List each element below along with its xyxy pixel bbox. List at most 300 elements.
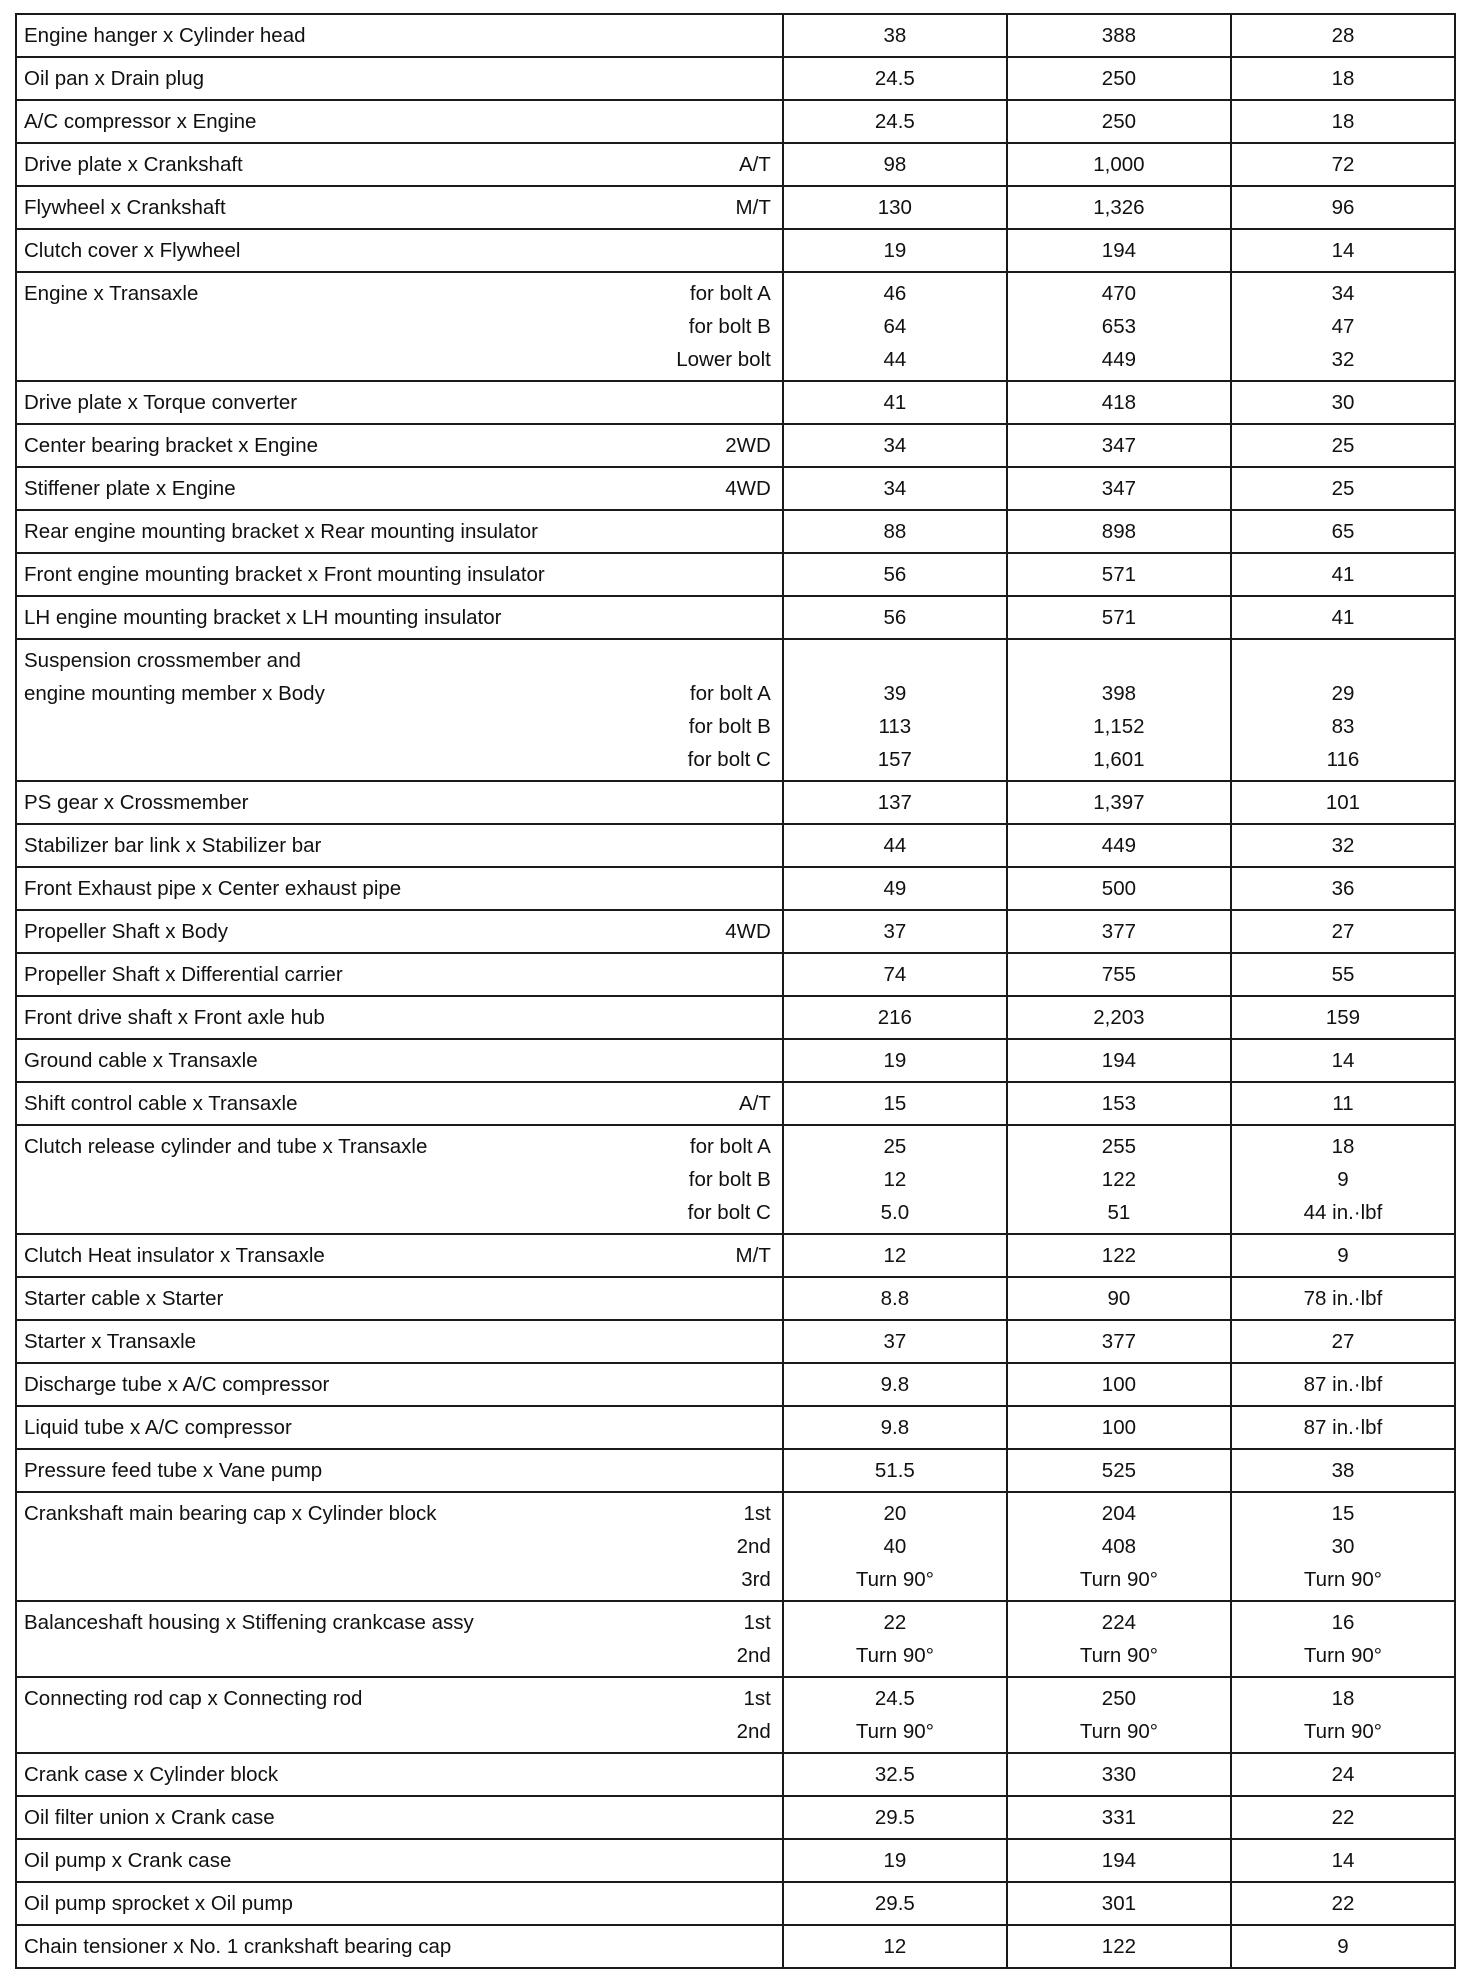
torque-kgfcm-cell [1007,1677,1231,1753]
torque-nm-value: 137 [877,791,912,814]
torque-nm-cell [783,186,1007,229]
torque-ftlbf-value: 30 [1331,1535,1355,1558]
torque-nm-value: 9.8 [880,1416,910,1439]
part-label [17,1368,764,1401]
torque-kgfcm-value: 500 [1101,877,1137,900]
torque-kgfcm-value: 525 [1101,1459,1137,1482]
table-row [16,910,1455,953]
part-label-line: Crank case x Cylinder block [24,1763,279,1786]
torque-kgfcm-value: 90 [1107,1287,1131,1310]
part-label-line: Chain tensioner x No. 1 crankshaft bearing cap [24,1935,452,1958]
part-label-line: Shift control cable x Transaxle [24,1092,298,1115]
torque-ftlbf-cell [1231,381,1455,424]
torque-ftlbf-cell [1231,424,1455,467]
torque-kgfcm-value: Turn 90° [1079,1568,1158,1591]
torque-nm-cell [783,1449,1007,1492]
condition-note-line: M/T [735,1244,771,1267]
torque-nm-value: Turn 90° [855,1644,934,1667]
table-row [16,824,1455,867]
part-label-line: Starter cable x Starter [24,1287,224,1310]
torque-ftlbf-cell [1231,1925,1455,1968]
torque-specification-table [15,13,1456,1969]
torque-nm-value: 56 [883,563,907,586]
torque-nm-value: 29.5 [874,1806,915,1829]
condition-note [764,62,782,95]
torque-kgfcm-value: 250 [1101,110,1137,133]
torque-nm-cell [783,100,1007,143]
torque-nm-value: 56 [883,606,907,629]
part-label-line: Clutch Heat insulator x Transaxle [24,1244,325,1267]
torque-ftlbf-value: 14 [1331,239,1355,262]
torque-kgfcm-value: 153 [1101,1092,1137,1115]
torque-ftlbf-value: 9 [1337,1935,1349,1958]
torque-nm-cell [783,14,1007,57]
table-row [16,639,1455,781]
table-row [16,143,1455,186]
torque-kgfcm-value: 194 [1101,1049,1137,1072]
torque-kgfcm-value: 449 [1101,834,1137,857]
condition-note [764,105,782,138]
torque-nm-value: 19 [883,239,907,262]
torque-kgfcm-cell [1007,824,1231,867]
condition-note-line [764,1844,782,1877]
torque-nm-value: 19 [883,1049,907,1072]
part-cell [16,1039,783,1082]
table-row [16,1492,1455,1601]
torque-nm-value: 12 [883,1244,907,1267]
part-cell [16,1839,783,1882]
torque-nm-cell [783,1039,1007,1082]
torque-nm-value: 216 [877,1006,912,1029]
torque-kgfcm-value: 204 [1101,1502,1137,1525]
table-row [16,1753,1455,1796]
torque-ftlbf-cell [1231,639,1455,781]
condition-note-line [764,1411,782,1444]
torque-nm-value: 34 [883,434,907,457]
condition-note [732,148,782,181]
condition-note-line [764,786,782,819]
table-row [16,1925,1455,1968]
torque-kgfcm-value: 51 [1107,1201,1131,1224]
torque-ftlbf-value: 41 [1331,606,1355,629]
part-label-line: Pressure feed tube x Vane pump [24,1459,323,1482]
part-label [17,1930,764,1963]
part-label [17,1801,764,1834]
part-label [17,915,718,948]
torque-ftlbf-value: 32 [1331,348,1355,371]
torque-kgfcm-cell [1007,639,1231,781]
table-row [16,1082,1455,1125]
condition-note-line: for bolt A [689,282,771,305]
torque-nm-value: 41 [883,391,907,414]
torque-nm-cell [783,424,1007,467]
torque-ftlbf-cell [1231,553,1455,596]
condition-note [764,958,782,991]
condition-note [730,1497,782,1596]
torque-ftlbf-value: 25 [1331,477,1355,500]
part-label [17,19,764,52]
table-row [16,553,1455,596]
torque-kgfcm-value: Turn 90° [1079,1720,1158,1743]
torque-nm-value: 12 [883,1935,907,1958]
torque-ftlbf-value: 27 [1331,1330,1355,1353]
part-label-line: Oil pan x Drain plug [24,67,205,90]
torque-nm-cell [783,1234,1007,1277]
part-label [17,1001,764,1034]
torque-nm-cell [783,381,1007,424]
part-label-line: Liquid tube x A/C compressor [24,1416,292,1439]
torque-ftlbf-cell [1231,1125,1455,1234]
part-cell [16,1406,783,1449]
torque-nm-value: 25 [883,1135,907,1158]
torque-nm-cell [783,1082,1007,1125]
table-row [16,272,1455,381]
torque-kgfcm-value [1008,644,1230,677]
torque-ftlbf-value: 18 [1331,110,1355,133]
condition-note [764,1411,782,1444]
condition-note-line: M/T [735,196,771,219]
part-label [17,1411,764,1444]
part-cell [16,1449,783,1492]
part-label-line: Propeller Shaft x Body [24,920,228,943]
torque-nm-value: 113 [878,715,912,738]
part-label-line: Stiffener plate x Engine [24,477,236,500]
condition-note [718,429,782,462]
part-label [17,601,764,634]
part-cell [16,381,783,424]
torque-ftlbf-cell [1231,1082,1455,1125]
torque-kgfcm-value: 100 [1101,1373,1137,1396]
torque-kgfcm-value: 755 [1101,963,1137,986]
torque-nm-cell [783,824,1007,867]
torque-ftlbf-cell [1231,186,1455,229]
torque-kgfcm-value: 470 [1101,282,1137,305]
table-row [16,1677,1455,1753]
torque-nm-value: 24.5 [874,67,915,90]
torque-ftlbf-cell [1231,1492,1455,1601]
condition-note-line [764,515,782,548]
part-label-line: engine mounting member x Body [24,682,325,705]
torque-kgfcm-cell [1007,1882,1231,1925]
torque-ftlbf-cell [1231,229,1455,272]
torque-kgfcm-cell [1007,1082,1231,1125]
torque-kgfcm-cell [1007,14,1231,57]
torque-nm-cell [783,467,1007,510]
torque-nm-value: 44 [883,834,907,857]
table-row [16,186,1455,229]
part-cell [16,1601,783,1677]
torque-nm-cell [783,1839,1007,1882]
part-label [17,558,764,591]
torque-ftlbf-value: 78 in.·lbf [1303,1287,1383,1310]
torque-ftlbf-value: Turn 90° [1303,1568,1383,1591]
torque-kgfcm-value: 122 [1101,1935,1137,1958]
part-label-line: Front engine mounting bracket x Front mounting insulator [24,563,545,586]
torque-kgfcm-value: 255 [1101,1135,1137,1158]
torque-kgfcm-value: 250 [1101,67,1137,90]
torque-kgfcm-value: 347 [1101,477,1137,500]
torque-ftlbf-value: 18 [1331,1135,1355,1158]
torque-ftlbf-cell [1231,596,1455,639]
condition-note-line [764,958,782,991]
torque-ftlbf-cell [1231,1406,1455,1449]
table-row [16,1882,1455,1925]
torque-nm-cell [783,1125,1007,1234]
condition-note [764,19,782,52]
torque-ftlbf-value: 87 in.·lbf [1303,1373,1383,1396]
torque-kgfcm-value: 1,152 [1093,715,1145,738]
condition-note [764,829,782,862]
torque-nm-cell [783,1601,1007,1677]
condition-note-line: 3rd [741,1568,771,1591]
torque-kgfcm-value: 330 [1101,1763,1137,1786]
table-row [16,1363,1455,1406]
torque-ftlbf-cell [1231,1677,1455,1753]
condition-note [764,786,782,819]
torque-nm-cell [783,1320,1007,1363]
part-label [17,386,764,419]
torque-nm-value: 38 [883,24,907,47]
condition-note [718,472,782,505]
condition-note [764,1758,782,1791]
part-cell [16,996,783,1039]
torque-kgfcm-value: 2,203 [1093,1006,1145,1029]
table-row [16,1406,1455,1449]
part-cell [16,1277,783,1320]
torque-kgfcm-cell [1007,1796,1231,1839]
part-label [17,1606,730,1672]
condition-note-line: 1st [743,1502,771,1525]
torque-ftlbf-value: 24 [1331,1763,1355,1786]
part-label-line: Front Exhaust pipe x Center exhaust pipe [24,877,402,900]
part-label-line: Connecting rod cap x Connecting rod [24,1687,363,1710]
torque-ftlbf-value: 25 [1331,434,1355,457]
condition-note-line [764,1758,782,1791]
torque-nm-cell [783,143,1007,186]
torque-ftlbf-cell [1231,1277,1455,1320]
torque-ftlbf-cell [1231,1882,1455,1925]
table-row [16,1234,1455,1277]
part-cell [16,781,783,824]
condition-note-line: Lower bolt [676,348,771,371]
part-cell [16,553,783,596]
part-cell [16,1082,783,1125]
torque-ftlbf-cell [1231,781,1455,824]
torque-nm-value: 40 [883,1535,907,1558]
table-row [16,996,1455,1039]
torque-nm-value: 24.5 [874,1687,915,1710]
part-cell [16,143,783,186]
torque-kgfcm-cell [1007,1601,1231,1677]
condition-note-line [764,19,782,52]
torque-kgfcm-value: 224 [1101,1611,1137,1634]
torque-ftlbf-cell [1231,100,1455,143]
torque-kgfcm-cell [1007,510,1231,553]
part-label [17,1887,764,1920]
condition-note [764,558,782,591]
part-cell [16,639,783,781]
condition-note-line: A/T [738,153,771,176]
torque-ftlbf-value: 9 [1337,1244,1349,1267]
torque-nm-cell [783,639,1007,781]
torque-kgfcm-cell [1007,1492,1231,1601]
part-label [17,472,718,505]
part-cell [16,867,783,910]
torque-nm-value: 37 [883,1330,907,1353]
part-cell [16,186,783,229]
torque-kgfcm-value: 331 [1101,1806,1137,1829]
table-row [16,1277,1455,1320]
part-cell [16,1925,783,1968]
condition-note [730,1606,782,1672]
torque-kgfcm-cell [1007,1125,1231,1234]
torque-nm-cell [783,596,1007,639]
torque-ftlbf-value: 36 [1331,877,1355,900]
torque-nm-value: 22 [883,1611,907,1634]
torque-kgfcm-value: 418 [1101,391,1137,414]
torque-nm-cell [783,1492,1007,1601]
torque-ftlbf-value: Turn 90° [1303,1644,1383,1667]
torque-ftlbf-value: 72 [1331,153,1355,176]
torque-nm-value: 9.8 [880,1373,910,1396]
part-label-line: Discharge tube x A/C compressor [24,1373,330,1396]
part-cell [16,1677,783,1753]
torque-ftlbf-cell [1231,143,1455,186]
part-cell [16,1796,783,1839]
torque-ftlbf-value: 28 [1331,24,1355,47]
torque-ftlbf-value: 22 [1331,1892,1355,1915]
condition-note-line: for bolt B [688,315,771,338]
condition-note-line: 1st [743,1611,771,1634]
condition-note [718,915,782,948]
torque-kgfcm-cell [1007,424,1231,467]
torque-nm-value: 5.0 [880,1201,910,1224]
part-cell [16,1363,783,1406]
part-label-line: Suspension crossmember and [24,649,301,672]
torque-ftlbf-value [1232,644,1454,677]
torque-kgfcm-cell [1007,867,1231,910]
torque-nm-value: 157 [877,748,912,771]
part-label [17,1130,681,1229]
torque-nm-cell [783,1753,1007,1796]
torque-kgfcm-cell [1007,1925,1231,1968]
torque-kgfcm-cell [1007,953,1231,996]
torque-ftlbf-cell [1231,1601,1455,1677]
torque-nm-cell [783,996,1007,1039]
torque-ftlbf-value: 83 [1331,715,1355,738]
torque-kgfcm-value: 571 [1101,606,1137,629]
torque-ftlbf-value: 16 [1331,1611,1355,1634]
table-row [16,14,1455,57]
condition-note-line [764,601,782,634]
table-row [16,1449,1455,1492]
torque-nm-cell [783,781,1007,824]
torque-ftlbf-value: 14 [1331,1049,1355,1072]
torque-kgfcm-cell [1007,229,1231,272]
torque-ftlbf-cell [1231,1753,1455,1796]
torque-ftlbf-value: 65 [1331,520,1355,543]
torque-nm-value: 64 [883,315,907,338]
part-label [17,1454,764,1487]
part-label-line: Front drive shaft x Front axle hub [24,1006,325,1029]
condition-note-line [764,62,782,95]
torque-kgfcm-value: 194 [1101,239,1137,262]
table-row [16,229,1455,272]
condition-note-line: for bolt B [688,1168,771,1191]
part-label [17,1087,732,1120]
condition-note-line [764,1801,782,1834]
condition-note-line: 2nd [736,1720,771,1743]
torque-kgfcm-value: 1,397 [1093,791,1145,814]
torque-ftlbf-cell [1231,272,1455,381]
torque-ftlbf-value: 29 [1331,682,1355,705]
part-label [17,872,764,905]
torque-nm-value: 34 [883,477,907,500]
torque-nm-value: 24.5 [874,110,915,133]
torque-ftlbf-cell [1231,1039,1455,1082]
torque-ftlbf-cell [1231,1363,1455,1406]
part-label-line: Center bearing bracket x Engine [24,434,319,457]
torque-kgfcm-value: 398 [1101,682,1137,705]
part-label-line: Oil pump x Crank case [24,1849,232,1872]
torque-ftlbf-value: 32 [1331,834,1355,857]
condition-note [764,1325,782,1358]
part-label [17,62,764,95]
torque-ftlbf-value: 96 [1331,196,1355,219]
torque-nm-value [784,644,1006,677]
condition-note [732,1087,782,1120]
table-row [16,1039,1455,1082]
part-cell [16,467,783,510]
torque-ftlbf-cell [1231,953,1455,996]
torque-ftlbf-value: 55 [1331,963,1355,986]
torque-kgfcm-cell [1007,1039,1231,1082]
condition-note-line [764,872,782,905]
torque-kgfcm-value: 408 [1101,1535,1137,1558]
part-label-line: Clutch release cylinder and tube x Transaxle [24,1135,428,1158]
part-label-line: Clutch cover x Flywheel [24,239,241,262]
torque-nm-value: 19 [883,1849,907,1872]
part-cell [16,824,783,867]
part-label-line: Flywheel x Crankshaft [24,196,226,219]
part-label [17,1758,764,1791]
torque-nm-cell [783,510,1007,553]
condition-note [764,234,782,267]
condition-note [764,1844,782,1877]
condition-note-line [764,1454,782,1487]
torque-nm-cell [783,1277,1007,1320]
part-label-line: PS gear x Crossmember [24,791,249,814]
torque-kgfcm-cell [1007,1753,1231,1796]
part-label [17,1239,729,1272]
condition-note [764,1887,782,1920]
table-row [16,867,1455,910]
table-row [16,1125,1455,1234]
table-row [16,381,1455,424]
torque-kgfcm-cell [1007,1449,1231,1492]
torque-ftlbf-cell [1231,910,1455,953]
part-label-line: Starter x Transaxle [24,1330,197,1353]
table-row [16,596,1455,639]
part-label [17,105,764,138]
part-cell [16,100,783,143]
torque-ftlbf-value: 87 in.·lbf [1303,1416,1383,1439]
part-label [17,1844,764,1877]
torque-ftlbf-value: 14 [1331,1849,1355,1872]
condition-note [729,191,782,224]
torque-kgfcm-cell [1007,1363,1231,1406]
condition-note-line: 2nd [736,1644,771,1667]
